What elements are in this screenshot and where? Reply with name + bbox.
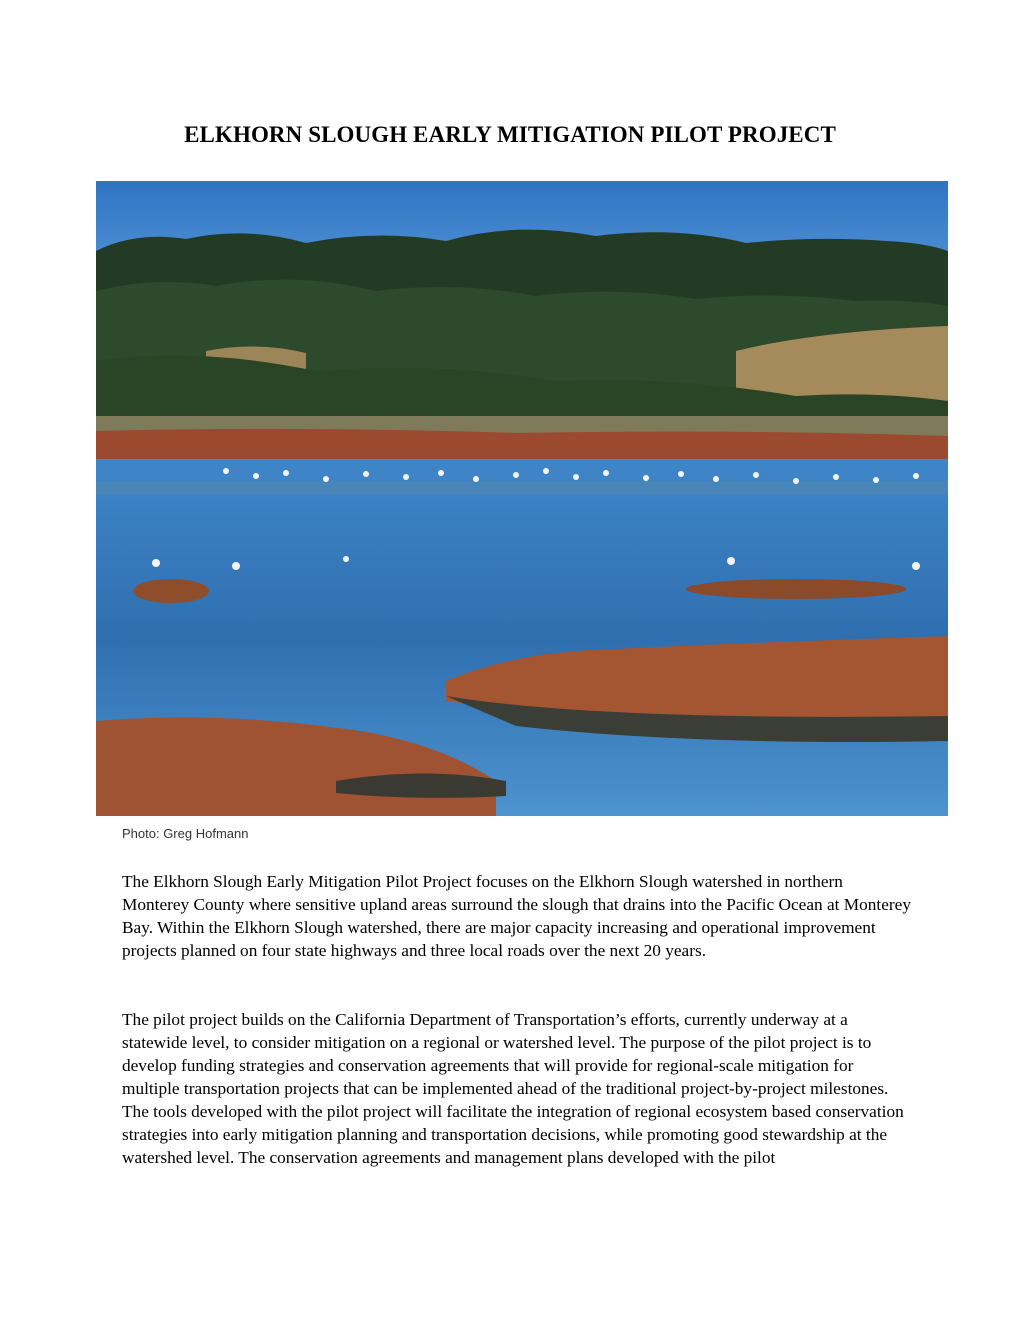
wetland-photo (96, 181, 948, 816)
document-title: ELKHORN SLOUGH EARLY MITIGATION PILOT PROJECT (184, 122, 836, 147)
photo-caption: Photo: Greg Hofmann (122, 826, 249, 841)
paragraph-intro: The Elkhorn Slough Early Mitigation Pilot Project focuses on the Elkhorn Slough watershed in northern Monterey County where sensitive upland areas surround the slough that drains into the Pacific Ocean at Monterey Bay. Within the Elkhorn Slough watershed, there are major capacity increasing and operational improvement projects planned on four state highways and three local roads over the next 20 years. (122, 872, 911, 960)
paragraph-pilot: The pilot project builds on the California Department of Transportation’s efforts, currently underway at a statewide level, to consider mitigation on a regional or watershed level. The purpose of the pilot project is to develop funding strategies and conservation agreements that will provide for regional-scale mitigation for multiple transportation projects that can be implemented ahead of the traditional project-by-project milestones. The tools developed with the pilot project will facilitate the integration of regional ecosystem based conservation strategies into early mitigation planning and transportation decisions, while promoting good stewardship at the watershed level. The conservation agreements and management plans developed with the pilot (122, 1010, 904, 1167)
